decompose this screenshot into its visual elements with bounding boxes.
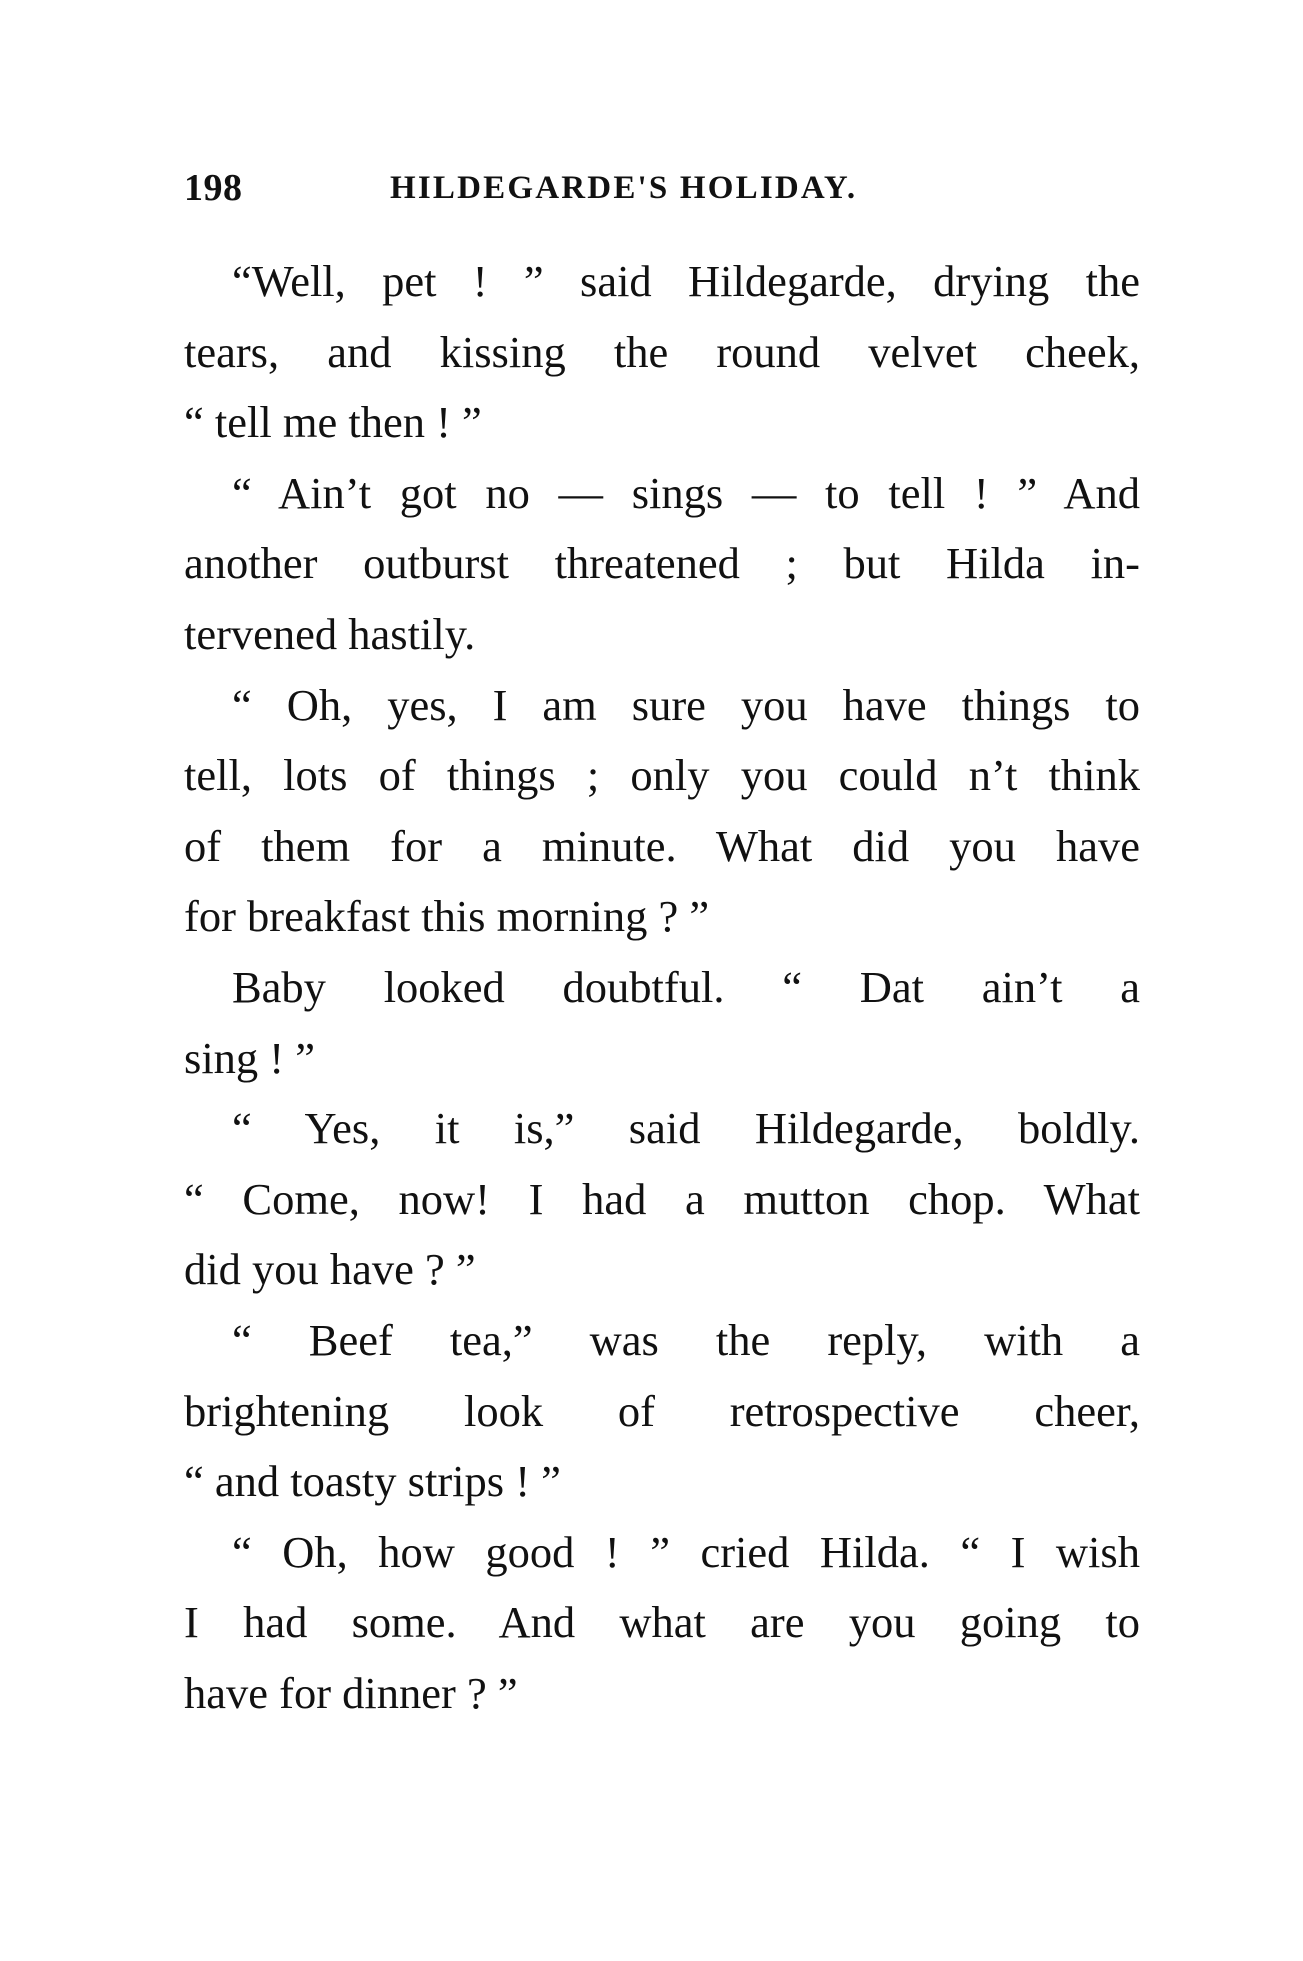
text-line: another outburst threatened ; but Hilda in- [184,538,1140,589]
text-line: “Well, pet ! ” said Hildegarde, drying the [232,256,1140,306]
text-line: “ Beef tea,” was the reply, with a [232,1314,1140,1365]
text-line: “ tell me then ! ” [184,397,482,448]
text-line: I had some. And what are you going to [184,1597,1140,1648]
text-line: tears, and kissing the round velvet cheek, [184,326,1140,377]
running-head [180,166,1140,210]
text-line: of them for a minute. What did you have [184,820,1140,871]
text-line: brightening look of retrospective cheer, [184,1385,1140,1436]
text-line: for breakfast this morning ? ” [184,891,710,942]
text-line: “ and toasty strips ! ” [184,1456,561,1507]
text-line: “ Oh, how good ! ” cried Hilda. “ I wish [232,1526,1140,1577]
body-text [184,246,1140,1728]
text-line: tell, lots of things ; only you could n’t think [184,750,1140,801]
text-line: Baby looked doubtful. “ Dat ain’t a [232,961,1140,1012]
text-line: “ Oh, yes, I am sure you have things to [232,679,1140,730]
page-number: 198 [184,167,243,209]
text-line: sing ! ” [184,1032,316,1083]
text-line: have for dinner ? ” [184,1667,518,1718]
text-line: “ Come, now! I had a mutton chop. What [184,1173,1140,1224]
running-title: HILDEGARDE'S HOLIDAY. [390,170,858,206]
text-line: did you have ? ” [184,1244,476,1295]
text-line: “ Ain’t got no — sings — to tell ! ” And [232,467,1140,518]
text-line: tervened hastily. [184,608,476,659]
text-line: “ Yes, it is,” said Hildegarde, boldly. [232,1103,1140,1154]
